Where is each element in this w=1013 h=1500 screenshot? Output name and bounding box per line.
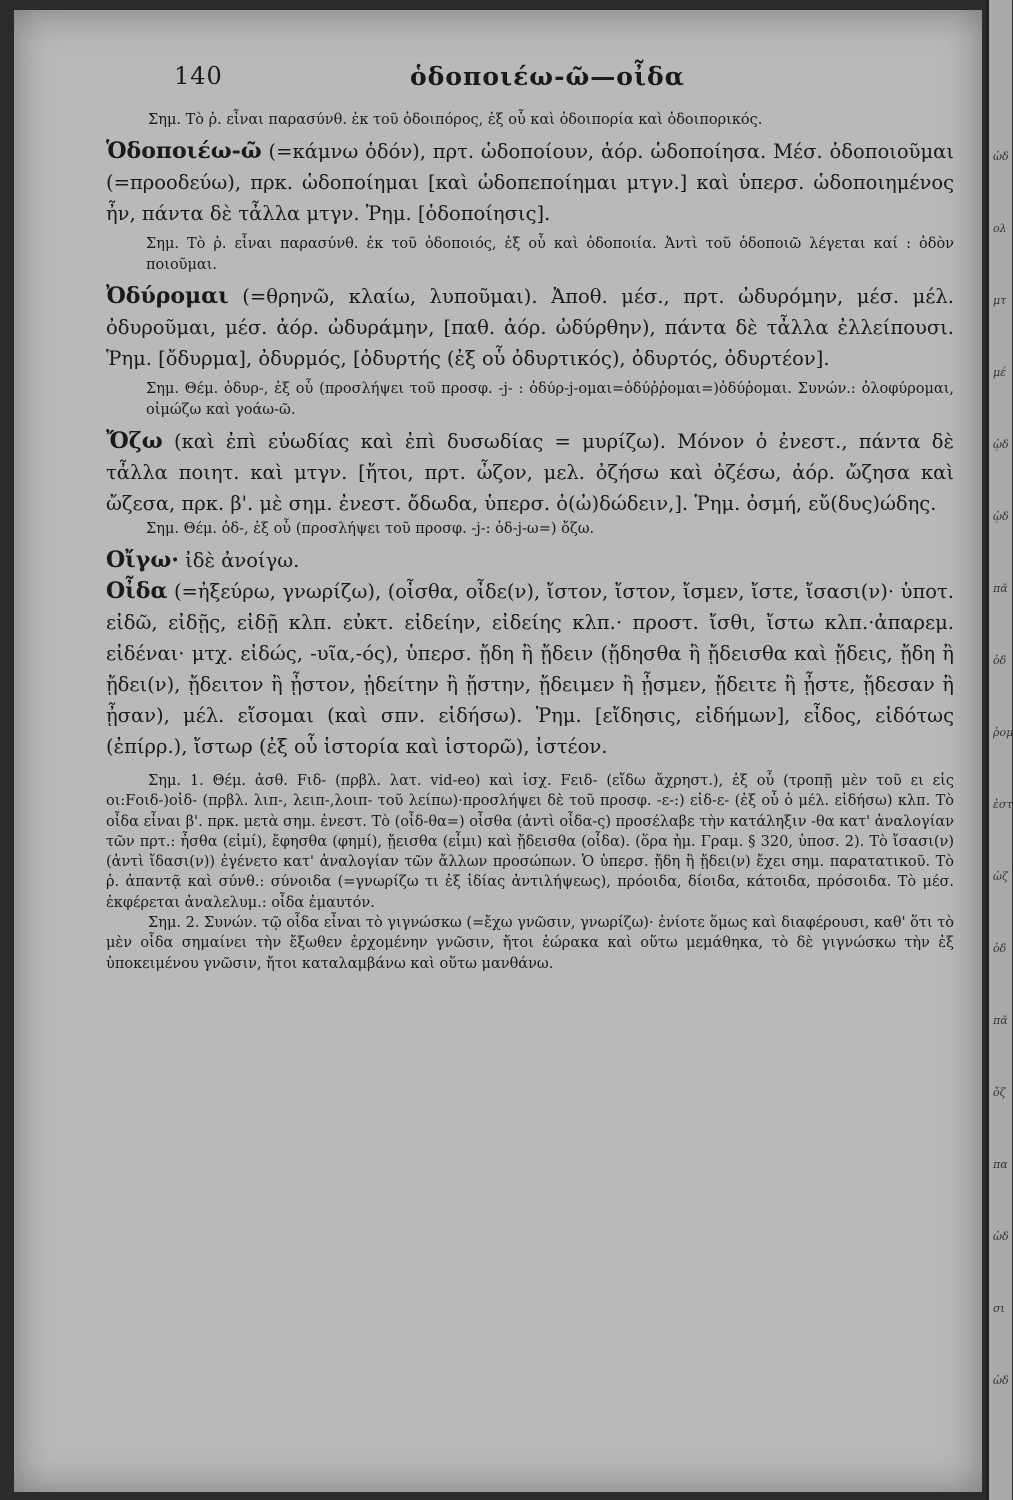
adjacent-page-fragment: πᾶ — [993, 1014, 1008, 1027]
adjacent-page-edge — [986, 0, 1012, 1500]
adjacent-page-fragment: ὀδ — [993, 654, 1007, 667]
adjacent-page-fragment: ὀδ — [993, 942, 1007, 955]
entry-definition: (=θρηνῶ, κλαίω, λυποῦμαι). Ἀποθ. μέσ., πρτ. ὠδυρόμην, μέσ. μέλ. ὀδυροῦμαι, μέσ. ἀόρ. ὠδυράμην, [παθ. ἀόρ. ὠδύρθην), πάντα δὲ τἆλλα ἐλλείπουσι. Ῥημ. [ὄδυρμα], ὀδυρμός, [ὀδυρτής (ἐξ οὗ ὀδυρτικός), ὀδυρτός, ὀδυρτέον]. — [106, 285, 954, 370]
dictionary-entry — [106, 576, 954, 762]
entry-definition: ἰδὲ ἀνοίγω. — [178, 549, 300, 572]
adjacent-page-fragment: ὠζ — [993, 870, 1008, 883]
entry-definition: (=ἠξεύρω, γνωρίζω), (οἶσθα, οἶδε(ν), ἴστον, ἴστον, ἴσμεν, ἴστε, ἴσασι(ν)· ὑποτ. εἰδῶ, εἰδῇς, εἰδῇ κλπ. εὐκτ. εἰδείην, εἰδείης κλπ.· προστ. ἴσθι, ἴστω κλπ.·ἀπαρεμ. εἰδέναι· μτχ. εἰδώς, -υῖα,-ός), ὑπερσ. ᾔδη ἢ ᾔδειν (ᾔδησθα ἢ ᾔδεισθα καὶ ᾔδεις, ᾔδη ἢ ᾔδει(ν), ᾔδειτον ἢ ᾖστον, ᾐδείτην ἢ ᾔστην, ᾔδειμεν ἢ ᾖσμεν, ᾔδειτε ἢ ᾖστε, ᾔδεσαν ἢ ᾖσαν), μέλ. εἴσομαι (καὶ σπν. εἰδήσω). Ῥημ. [εἴδησις, εἰδήμων], εἶδος, εἰδότως (ἐπίρρ.), ἴστωρ (ἐξ οὗ ἱστορία καὶ ἱστορῶ), ἰστέον. — [106, 580, 954, 758]
adjacent-page-fragment: μτ — [993, 294, 1007, 307]
adjacent-page-fragment: ὡδ — [993, 150, 1009, 163]
page-number: 140 — [174, 62, 223, 90]
adjacent-page-fragment: ἐστ — [993, 798, 1013, 811]
entry-note: Σημ. 2. Συνών. τῷ οἶδα εἶναι τὸ γιγνώσκω (=ἔχω γνῶσιν, γνωρίζω)· ἐνίοτε ὅμως καὶ διαφέρουσι, καθ' ὅτι τὸ μὲν οἶδα σημαίνει τὴν ἔξωθεν ἐρχομένην γνῶσιν, ἤτοι ἑώρακα καὶ οὕτω μεμάθηκα, τὸ δὲ γιγνώσκω τὴν ἐξ ὑποκειμένου γνῶσιν, ἤτοι καταλαμβάνω καὶ οὕτω μανθάνω. — [106, 915, 954, 972]
entry-headword: Οἶδα — [106, 578, 168, 604]
entry-note: Σημ. 1. Θέμ. ἀσθ. Fιδ- (πρβλ. λατ. vid-eo) καὶ ἰσχ. Fειδ- (εἴδω ἄχρηστ.), ἐξ οὗ (τροπῇ μὲν τοῦ ει εἰς οι:Fοιδ-)οἰδ- (πρβλ. λιπ-, λειπ-,λοιπ- τοῦ λείπω)·προσλήψει δὲ τοῦ προσφ. -ε-:) εἰδ-ε- (ἐξ οὗ ὁ μέλ. εἰδήσω) κλπ. Τὸ οἶδα εἶναι β'. πρκ. μετὰ σημ. ἐνεστ. Τὸ (οἶδ-θα=) οἶσθα (ἀντὶ οἶδα-ς) προσέλαβε τὴν κατάληξιν -θα κατ' ἀναλογίαν τῶν πρτ.: ἦσθα (εἰμί), ἔφησθα (φημί), ᾔεισθα (εἶμι) καὶ ᾔδεισθα (οἶδα). (ὅρα ἡμ. Γραμ. § 320, ὑποσ. 2). Τὸ ἴσασι(ν) (ἀντὶ ἴδασι(ν)) ἐγένετο κατ' ἀναλογίαν τῶν ἄλλων προσώπων. Ὁ ὑπερσ. ᾔδη ἢ ᾔδει(ν) ἔχει σημ. παρατατικοῦ. Τὸ ῥ. ἀπαντᾷ καὶ σύνθ.: σύνοιδα (=γνωρίζω τι ἐξ ἰδίας ἀντιλήψεως), πρόοιδα, δίοιδα, κάτοιδα, πρόσοιδα. Τὸ μέσ. ἐκφέρεται ἀναλελυμ.: οἶδα ἐμαυτόν. — [106, 773, 954, 911]
adjacent-page-fragment: ᾠδ — [993, 510, 1009, 523]
adjacent-page-fragment: σι — [993, 1302, 1005, 1315]
adjacent-page-fragment: πᾶ — [993, 582, 1008, 595]
adjacent-page-fragment: ολ — [993, 222, 1007, 235]
adjacent-page-fragment: ὠδ — [993, 1374, 1009, 1387]
entry-headword: Ὄζω — [106, 428, 163, 454]
adjacent-page-fragment: μέ — [993, 366, 1007, 379]
entry-note: Σημ. Θέμ. ὀδυρ-, ἐξ οὗ (προσλήψει τοῦ προσφ. -j- : ὀδύρ-j-ομαι=ὀδύῤῥομαι=)ὀδύῤομαι. Συνών.: ὀλοφύρομαι, οἰμώζω καὶ γοάω-ῶ. — [146, 381, 954, 418]
entry-note: Σημ. Τὸ ῥ. εἶναι παρασύνθ. ἐκ τοῦ ὁδοποιός, ἐξ οὗ καὶ ὁδοποιία. Ἀντὶ τοῦ ὁδοποιῶ λέγεται καί : ὁδὸν ποιοῦμαι. — [146, 236, 954, 273]
entry-definition: (καὶ ἐπὶ εὐωδίας καὶ ἐπὶ δυσωδίας = μυρίζω). Μόνον ὁ ἐνεστ., πάντα δὲ τἆλλα ποιητ. καὶ μτγν. [ἤτοι, πρτ. ὦζον, μελ. ὀζήσω καὶ ὀζέσω, ἀόρ. ὤζησα καὶ ὤζεσα, πρκ. β'. μὲ σημ. ἐνεστ. ὄδωδα, ὑπερσ. ὀ(ὠ)δώδειν,]. Ῥημ. ὀσμή, εὔ(δυς)ώδης. — [106, 430, 954, 515]
dictionary-entry — [106, 281, 954, 374]
entry-headword: Ὀδύρομαι — [106, 283, 229, 309]
entry-note: Σημ. Θέμ. ὀδ-, ἐξ οὗ (προσλήψει τοῦ προσφ. -j-: ὀδ-j-ω=) ὄζω. — [146, 521, 595, 537]
adjacent-page-fragment: ῥομ — [993, 726, 1013, 739]
adjacent-page-fragment: ὠδ — [993, 1230, 1009, 1243]
adjacent-page-fragment: ᾠδ — [993, 438, 1009, 451]
dictionary-entry — [106, 426, 954, 519]
dictionary-entry — [106, 136, 954, 229]
adjacent-page-fragment: πα — [993, 1158, 1008, 1171]
entry-headword: Ὁδοποιέω-ῶ — [106, 138, 262, 164]
page-body — [106, 110, 954, 974]
adjacent-page-fragment: ὄζ — [993, 1086, 1006, 1099]
book-page — [14, 10, 982, 1492]
entry-headword: Οἴγω· — [106, 547, 179, 573]
entry-note: Σημ. Τὸ ῥ. εἶναι παρασύνθ. ἐκ τοῦ ὁδοιπόρος, ἐξ οὗ καὶ ὁδοιπορία καὶ ὁδοιπορικός. — [148, 112, 763, 128]
dictionary-entry — [106, 545, 954, 576]
entry-definition: (=κάμνω ὁδόν), πρτ. ὡδοποίουν, ἀόρ. ὡδοποίησα. Μέσ. ὁδοποιοῦμαι (=προοδεύω), πρκ. ὡδοποίημαι [καὶ ὡδοπεποίημαι μτγν.] καὶ ὑπερσ. ὡδοποιημένος ἦν, πάντα δὲ τἆλλα μτγν. Ῥημ. [ὁδοποίησις]. — [106, 140, 954, 225]
running-head: ὁδοποιέω-ῶ—οἶδα — [410, 62, 685, 91]
